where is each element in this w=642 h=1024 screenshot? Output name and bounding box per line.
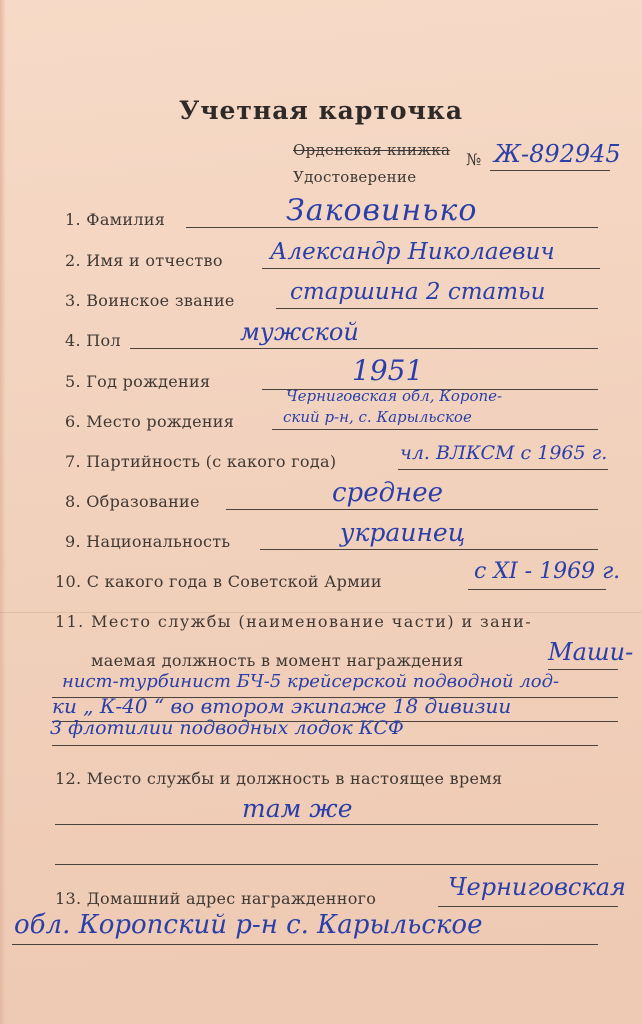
field-13-value-line-1: Черниговская bbox=[448, 873, 626, 901]
field-11-value-line-3: ки „ К-40 “ во втором экипаже 18 дивизии bbox=[52, 694, 512, 718]
field-4-value: мужской bbox=[240, 318, 359, 346]
field-1-value: Заковинько bbox=[286, 193, 478, 228]
field-11-value-line-4: 3 флотилии подводных лодок КСФ bbox=[50, 717, 404, 739]
document-number: Ж-892945 bbox=[494, 140, 621, 168]
field-9-value: украинец bbox=[340, 518, 466, 547]
field-11-value-line-2: нист-турбинист БЧ-5 крейсерской подводной лод- bbox=[62, 671, 560, 692]
field-8-line bbox=[226, 509, 598, 510]
field-4-line bbox=[130, 348, 598, 349]
struck-label-order-book: Орденская книжка bbox=[293, 141, 451, 159]
field-4-label: 4. Пол bbox=[65, 331, 121, 350]
field-5-value: 1951 bbox=[352, 354, 424, 387]
number-underline bbox=[490, 170, 610, 171]
field-6-label: 6. Место рождения bbox=[65, 412, 235, 431]
field-13-label: 13. Домашний адрес награжденного bbox=[55, 889, 377, 908]
field-13-line-2 bbox=[12, 944, 598, 945]
field-11-line-4 bbox=[52, 745, 598, 746]
field-6-value-line-1: Черниговская обл, Коропе- bbox=[286, 387, 503, 405]
number-sign: № bbox=[466, 150, 482, 169]
field-7-line bbox=[398, 469, 608, 470]
field-9-line bbox=[260, 549, 598, 550]
card-title: Учетная карточка bbox=[178, 96, 464, 125]
field-10-label: 10. С какого года в Советской Армии bbox=[55, 572, 382, 591]
field-11-label-line-1: 11. Место службы (наименование части) и зани- bbox=[55, 612, 533, 631]
card-edge-shadow bbox=[0, 0, 6, 1024]
field-11-value-line-1: Маши- bbox=[548, 638, 634, 666]
field-3-value: старшина 2 статьи bbox=[290, 279, 546, 305]
field-2-line bbox=[262, 268, 600, 269]
doc-type-label: Удостоверение bbox=[293, 168, 417, 186]
field-1-label: 1. Фамилия bbox=[65, 210, 166, 229]
field-11-line-1 bbox=[548, 669, 618, 670]
field-8-label: 8. Образование bbox=[65, 492, 200, 511]
field-12-value: там же bbox=[242, 794, 353, 823]
field-8-value: среднее bbox=[332, 478, 443, 508]
field-10-value: с XI - 1969 г. bbox=[474, 559, 621, 584]
field-12-line-1 bbox=[55, 824, 598, 825]
field-12-label: 12. Место службы и должность в настоящее время bbox=[55, 769, 503, 788]
field-11-label-line-2: маемая должность в момент награждения bbox=[91, 651, 464, 670]
field-6-line bbox=[272, 429, 598, 430]
field-7-value: чл. ВЛКСМ с 1965 г. bbox=[400, 442, 608, 464]
field-2-value: Александр Николаевич bbox=[270, 239, 555, 265]
field-7-label: 7. Партийность (с какого года) bbox=[65, 452, 337, 471]
field-3-line bbox=[276, 308, 598, 309]
field-9-label: 9. Национальность bbox=[65, 532, 231, 551]
field-6-value-line-2: ский р-н, с. Карыльское bbox=[283, 408, 472, 426]
field-12-line-2 bbox=[55, 864, 598, 865]
field-13-line-1 bbox=[438, 906, 618, 907]
field-13-value-line-2: обл. Коропский р-н с. Карыльское bbox=[14, 910, 483, 940]
field-3-label: 3. Воинское звание bbox=[65, 291, 235, 310]
field-2-label: 2. Имя и отчество bbox=[65, 251, 223, 270]
field-5-label: 5. Год рождения bbox=[65, 372, 211, 391]
field-10-line bbox=[468, 589, 606, 590]
